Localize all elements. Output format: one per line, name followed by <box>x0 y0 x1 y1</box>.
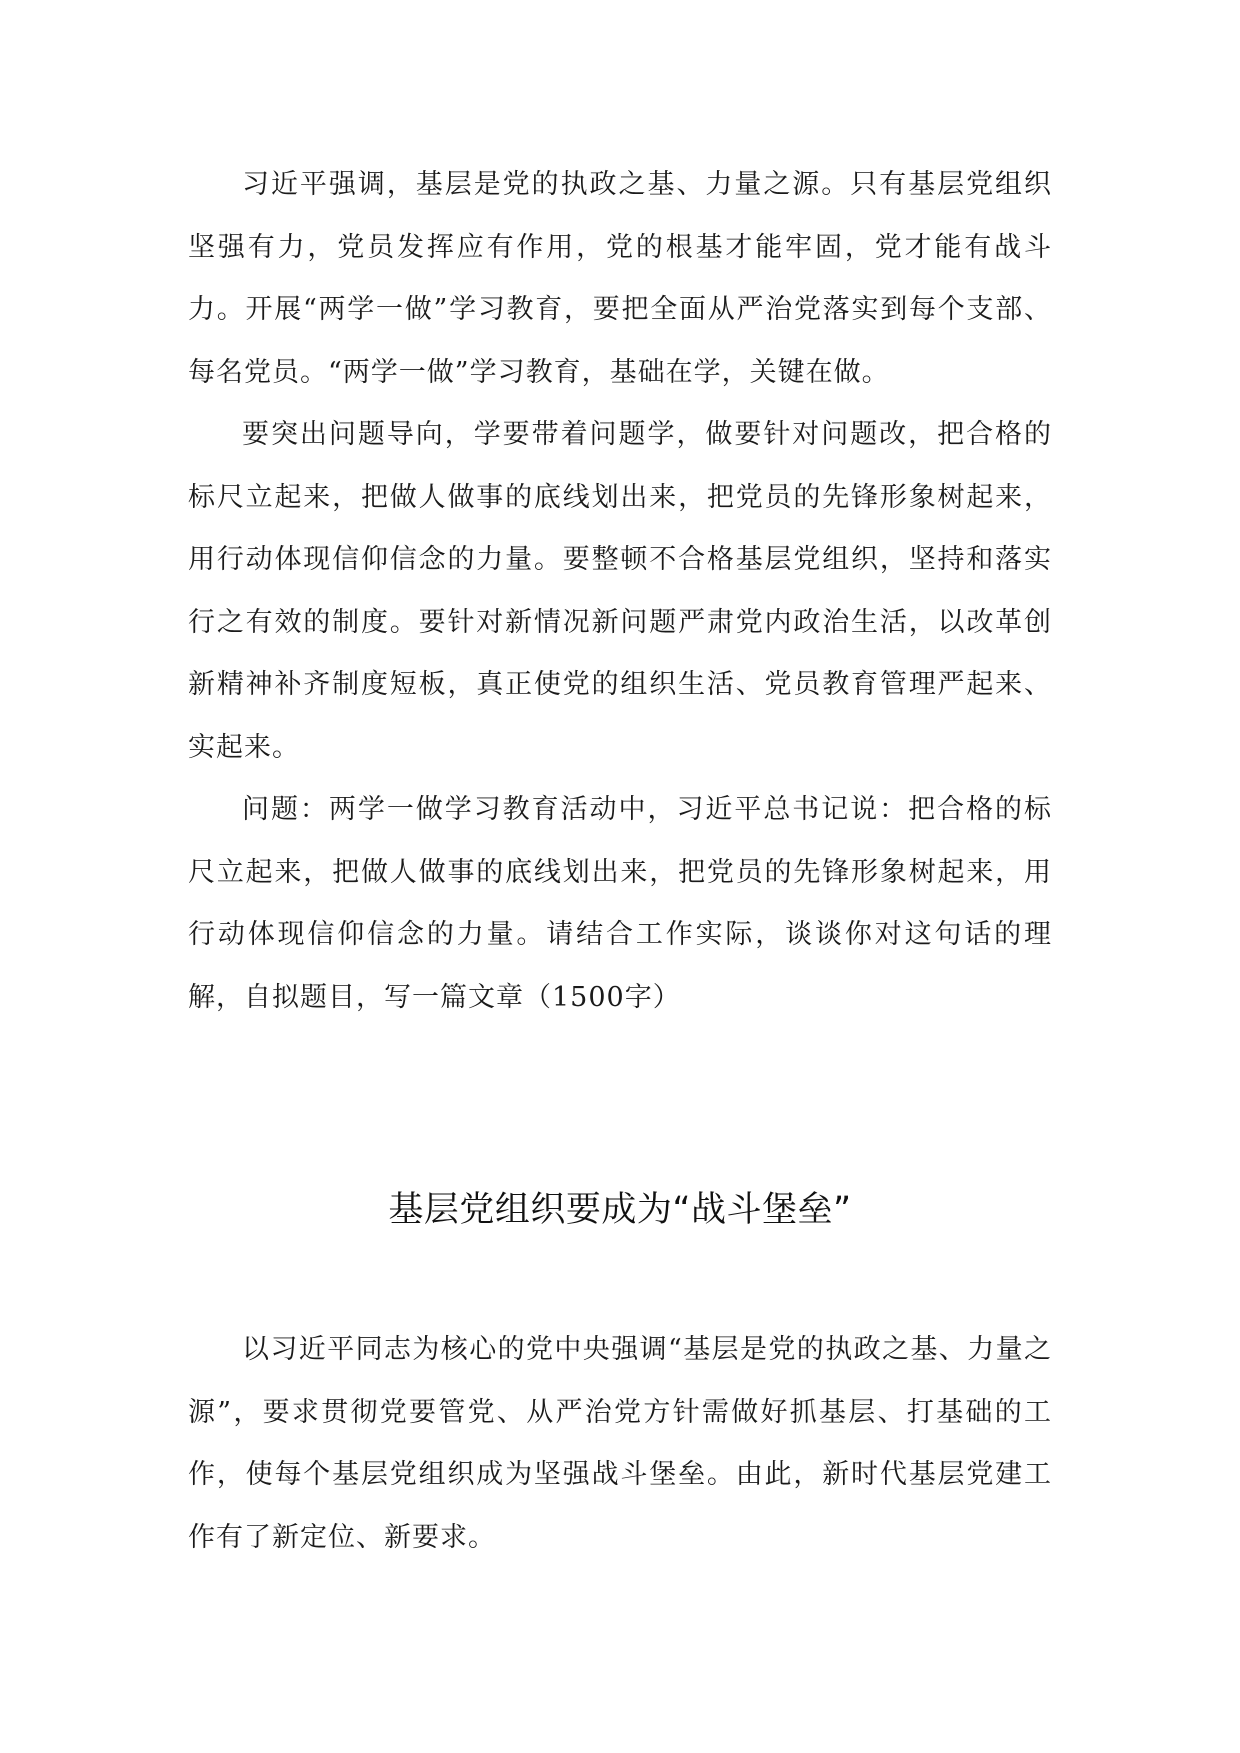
article-body <box>188 1319 1052 1569</box>
paragraph-question: 问题：两学一做学习教育活动中，习近平总书记说：把合格的标尺立起来，把做人做事的底线划出来，把党员的先锋形象树起来，用行动体现信仰信念的力量。请结合工作实际，谈谈你对这句话的理解，自拟题目，写一篇文章（1500字） <box>188 794 1052 1013</box>
paragraph-intro: 习近平强调，基层是党的执政之基、力量之源。只有基层党组织坚强有力，党员发挥应有作用，党的根基才能牢固，党才能有战斗力。开展“两学一做”学习教育，要把全面从严治党落实到每个支部、每名党员。“两学一做”学习教育，基础在学，关键在做。 <box>188 169 1052 388</box>
intro-section <box>188 154 1052 1029</box>
paragraph-problem-orientation: 要突出问题导向，学要带着问题学，做要针对问题改，把合格的标尺立起来，把做人做事的底线划出来，把党员的先锋形象树起来，用行动体现信仰信念的力量。要整顿不合格基层党组织，坚持和落实行之有效的制度。要针对新情况新问题严肃党内政治生活，以改革创新精神补齐制度短板，真正使党的组织生活、党员教育管理严起来、实起来。 <box>188 419 1052 763</box>
paragraph-article-opening: 以习近平同志为核心的党中央强调“基层是党的执政之基、力量之源”，要求贯彻党要管党、从严治党方针需做好抓基层、打基础的工作，使每个基层党组织成为坚强战斗堡垒。由此，新时代基层党建工作有了新定位、新要求。 <box>188 1334 1052 1553</box>
article-title: 基层党组织要成为“战斗堡垒” <box>388 1190 852 1230</box>
